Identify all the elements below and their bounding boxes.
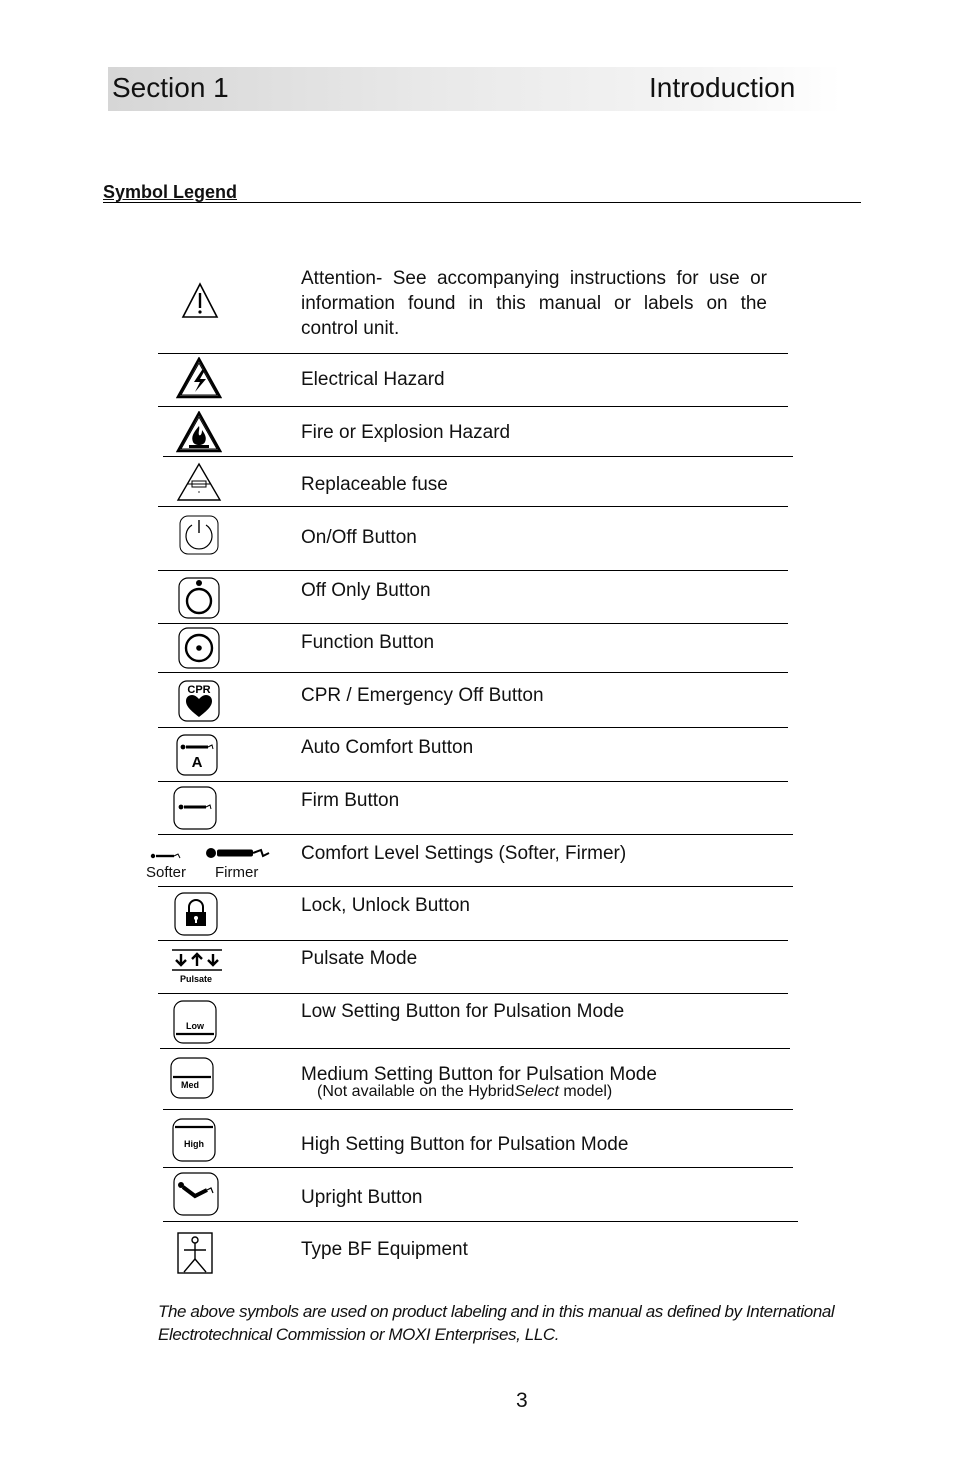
- row-divider: [160, 1048, 790, 1049]
- cpr-heart-icon: [178, 680, 220, 722]
- upright-icon: [173, 1172, 219, 1216]
- row-divider: [163, 456, 793, 457]
- row-divider: [158, 406, 788, 407]
- electrical-hazard-label: Electrical Hazard: [301, 369, 445, 390]
- firmer-label: Firmer: [215, 864, 259, 881]
- off-only-icon: [178, 577, 220, 619]
- off-only-label: Off Only Button: [301, 580, 431, 601]
- upright-label: Upright Button: [301, 1187, 423, 1208]
- row-divider: [158, 781, 788, 782]
- firm-label: Firm Button: [301, 790, 400, 811]
- softer-icon: [150, 850, 184, 862]
- fuse-label: Replaceable fuse: [301, 474, 448, 495]
- type-bf-icon: [177, 1232, 213, 1274]
- section-title: Introduction: [649, 72, 796, 103]
- row-divider: [163, 1167, 793, 1168]
- fire-hazard-label: Fire or Explosion Hazard: [301, 422, 511, 443]
- fuse-icon: [176, 462, 222, 502]
- medium-setting-icon: [170, 1057, 214, 1099]
- row-divider: [158, 506, 788, 507]
- low-icon-text: Low: [186, 1021, 204, 1031]
- pulsate-icon-text: Pulsate: [179, 974, 213, 984]
- power-icon: [179, 515, 219, 555]
- row-divider: [163, 1109, 793, 1110]
- attention-label: Attention- See accompanying instructions for use or information found in this manual or labels on the control unit.: [301, 268, 767, 339]
- row-divider: [158, 570, 788, 571]
- high-icon-text: High: [184, 1139, 204, 1149]
- pulsate-label: Pulsate Mode: [301, 948, 418, 969]
- fire-hazard-icon: [176, 411, 222, 453]
- auto-comfort-icon: [176, 734, 218, 776]
- type-bf-label: Type BF Equipment: [301, 1239, 468, 1260]
- lock-icon: [174, 892, 218, 936]
- pulsate-icon: [170, 948, 224, 986]
- lock-label: Lock, Unlock Button: [301, 895, 470, 916]
- section-header: [108, 67, 842, 111]
- cpr-icon-text: CPR: [187, 684, 211, 696]
- row-divider: [158, 993, 788, 994]
- function-icon: [178, 627, 220, 669]
- low-setting-icon: [173, 1000, 217, 1044]
- high-setting-icon: [172, 1118, 216, 1162]
- row-divider: [158, 353, 788, 354]
- legend-heading: Symbol Legend: [103, 182, 861, 203]
- footer-note: The above symbols are used on product labeling and in this manual as defined by International Electrotechnical Commission or MOXI Enterprises, LLC.: [158, 1302, 835, 1344]
- row-divider: [158, 727, 788, 728]
- function-label: Function Button: [301, 632, 435, 653]
- model-availability-note: (Not available on the HybridSelect model): [317, 1083, 613, 1100]
- auto-icon-text: A: [191, 754, 203, 771]
- low-setting-label: Low Setting Button for Pulsation Mode: [301, 1001, 625, 1022]
- firmer-icon: [205, 845, 271, 861]
- medium-setting-label: Medium Setting Button for Pulsation Mode: [301, 1064, 657, 1085]
- row-divider: [158, 886, 793, 887]
- firm-icon: [173, 786, 217, 830]
- row-divider: [158, 623, 788, 624]
- med-icon-text: Med: [181, 1080, 199, 1090]
- high-setting-label: High Setting Button for Pulsation Mode: [301, 1134, 629, 1155]
- attention-warning-icon: [181, 282, 219, 320]
- power-label: On/Off Button: [301, 527, 417, 548]
- cpr-label: CPR / Emergency Off Button: [301, 685, 544, 706]
- softer-label: Softer: [146, 864, 187, 881]
- row-divider: [158, 834, 793, 835]
- comfort-level-label: Comfort Level Settings (Softer, Firmer): [301, 843, 627, 864]
- row-divider: [158, 672, 788, 673]
- row-divider: [163, 1221, 798, 1222]
- section-number: Section 1: [112, 72, 229, 103]
- page-number: 3: [516, 1389, 528, 1412]
- row-divider: [158, 940, 788, 941]
- electrical-hazard-icon: [176, 357, 222, 399]
- auto-comfort-label: Auto Comfort Button: [301, 737, 474, 758]
